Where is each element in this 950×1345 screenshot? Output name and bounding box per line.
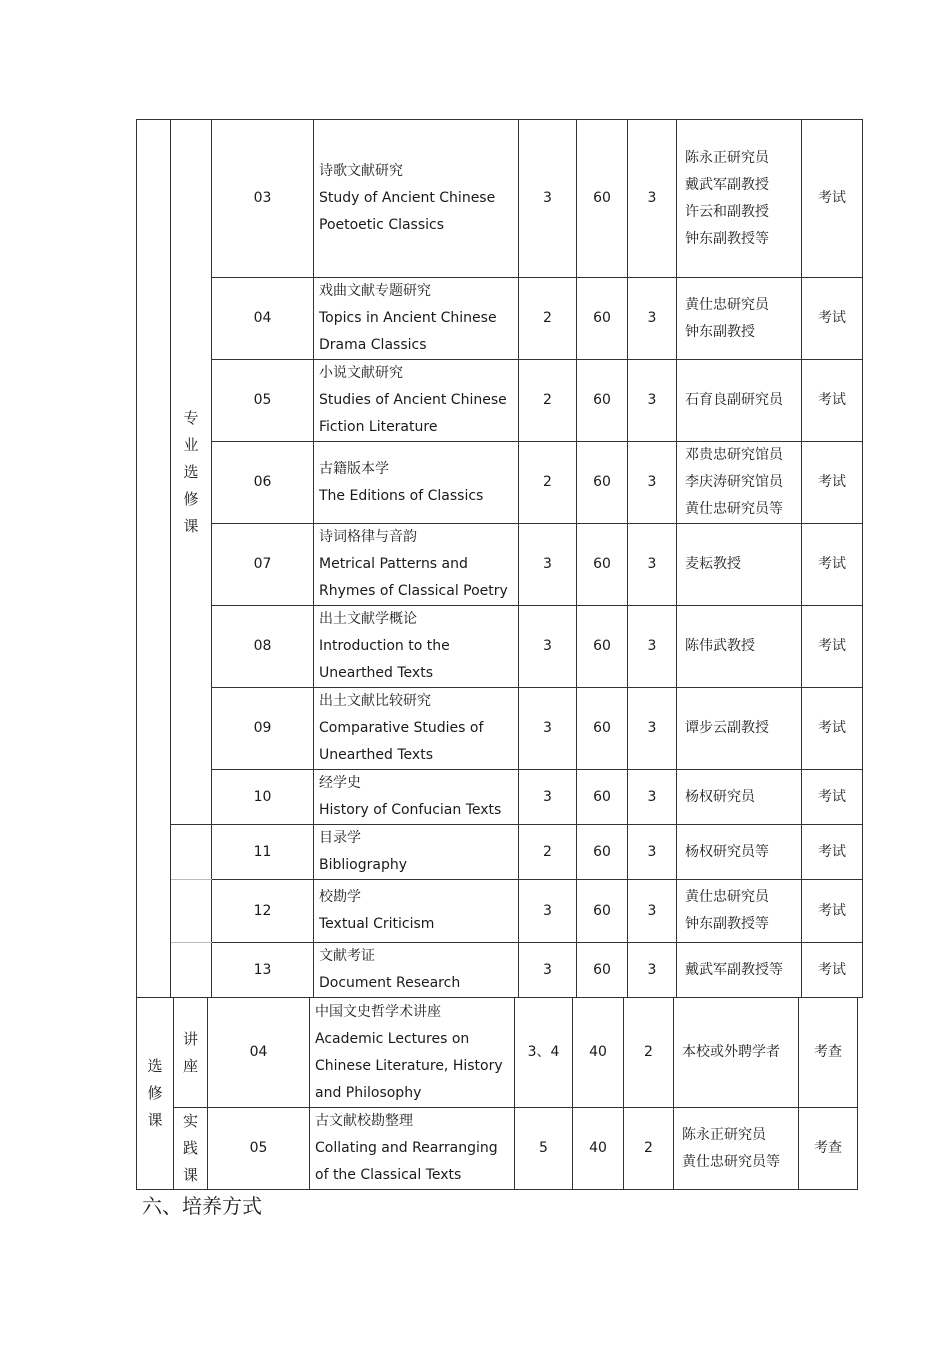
course-name-en: Textual Criticism bbox=[319, 916, 435, 932]
semester: 3 bbox=[519, 688, 577, 770]
teachers bbox=[677, 770, 802, 825]
credits: 3 bbox=[628, 524, 677, 606]
course-code: 13 bbox=[212, 943, 314, 998]
credits: 2 bbox=[624, 1108, 674, 1190]
course-name-en: Bibliography bbox=[319, 857, 407, 873]
credits: 3 bbox=[628, 120, 677, 278]
teacher-name: 许云和副教授 bbox=[685, 203, 769, 220]
teacher-name: 钟东副教授等 bbox=[685, 230, 769, 247]
course-name bbox=[314, 606, 519, 688]
course-name-cn: 出土文献比较研究 bbox=[319, 693, 431, 709]
semester: 3 bbox=[519, 943, 577, 998]
course-type: 讲 座 bbox=[174, 998, 208, 1108]
credits: 3 bbox=[628, 880, 677, 943]
course-code: 05 bbox=[212, 360, 314, 442]
course-code: 11 bbox=[212, 825, 314, 880]
outer-category-cell bbox=[137, 120, 171, 998]
course-name-cn: 诗歌文献研究 bbox=[319, 163, 403, 179]
assessment: 考试 bbox=[802, 770, 863, 825]
course-name bbox=[314, 524, 519, 606]
teacher-name: 陈永正研究员 bbox=[685, 149, 769, 166]
assessment: 考查 bbox=[799, 1108, 858, 1190]
course-name-en: Document Research bbox=[319, 975, 461, 991]
hours: 60 bbox=[577, 606, 628, 688]
assessment: 考试 bbox=[802, 943, 863, 998]
other-electives-table bbox=[136, 997, 858, 1190]
hours: 40 bbox=[573, 998, 624, 1108]
course-type: 实 践 课 bbox=[174, 1108, 208, 1190]
credits: 3 bbox=[628, 770, 677, 825]
teachers bbox=[677, 880, 802, 943]
section-heading: 六、培养方式 bbox=[142, 1194, 262, 1218]
semester: 3、4 bbox=[515, 998, 573, 1108]
course-name bbox=[310, 998, 515, 1108]
hours: 60 bbox=[577, 442, 628, 524]
course-name-cn: 文献考证 bbox=[319, 948, 375, 964]
teacher-name: 黄仕忠研究员等 bbox=[682, 1153, 780, 1170]
hours: 60 bbox=[577, 880, 628, 943]
hours: 60 bbox=[577, 825, 628, 880]
course-name-en: Poetoetic Classics bbox=[319, 217, 445, 233]
category-label: 选 修 课 bbox=[137, 998, 174, 1190]
teacher-name: 麦耘教授 bbox=[685, 556, 741, 572]
course-code: 05 bbox=[208, 1108, 310, 1190]
assessment: 考试 bbox=[802, 278, 863, 360]
table-row bbox=[137, 943, 863, 998]
semester: 3 bbox=[519, 606, 577, 688]
course-name-cn: 目录学 bbox=[319, 830, 361, 846]
teacher-name: 邓贵忠研究馆员 bbox=[685, 447, 783, 463]
hours: 60 bbox=[577, 943, 628, 998]
hours: 60 bbox=[577, 524, 628, 606]
teacher-name: 钟东副教授等 bbox=[685, 916, 769, 932]
credits: 3 bbox=[628, 360, 677, 442]
credits: 3 bbox=[628, 825, 677, 880]
course-code: 04 bbox=[208, 998, 310, 1108]
group-label: 专 业 选 修 课 bbox=[171, 120, 212, 825]
semester: 5 bbox=[515, 1108, 573, 1190]
teachers bbox=[677, 442, 802, 524]
table-row bbox=[137, 998, 858, 1108]
course-name-cn: 出土文献学概论 bbox=[319, 611, 417, 627]
course-name-en: Introduction to the bbox=[319, 638, 450, 654]
hours: 40 bbox=[573, 1108, 624, 1190]
course-name-en: Unearthed Texts bbox=[319, 665, 433, 681]
course-name-cn: 中国文史哲学术讲座 bbox=[315, 1003, 441, 1020]
course-name-en: Rhymes of Classical Poetry bbox=[319, 583, 508, 599]
teacher-name: 杨权研究员等 bbox=[685, 843, 769, 860]
course-name-en: Drama Classics bbox=[319, 337, 427, 353]
credits: 3 bbox=[628, 606, 677, 688]
teacher-name: 黄仕忠研究员等 bbox=[685, 501, 783, 517]
table-row bbox=[137, 442, 863, 524]
course-code: 03 bbox=[212, 120, 314, 278]
teachers bbox=[677, 524, 802, 606]
course-code: 06 bbox=[212, 442, 314, 524]
course-code: 04 bbox=[212, 278, 314, 360]
table-row bbox=[137, 606, 863, 688]
course-code: 10 bbox=[212, 770, 314, 825]
teachers bbox=[677, 278, 802, 360]
table-row bbox=[137, 1108, 858, 1190]
assessment: 考试 bbox=[802, 688, 863, 770]
course-name bbox=[314, 120, 519, 278]
assessment: 考试 bbox=[802, 524, 863, 606]
teacher-name: 陈伟武教授 bbox=[685, 638, 755, 654]
course-name-en: Fiction Literature bbox=[319, 419, 438, 435]
table-row bbox=[137, 360, 863, 442]
credits: 3 bbox=[628, 688, 677, 770]
credits: 3 bbox=[628, 943, 677, 998]
assessment: 考试 bbox=[802, 442, 863, 524]
semester: 2 bbox=[519, 825, 577, 880]
assessment: 考试 bbox=[802, 606, 863, 688]
teacher-name: 钟东副教授 bbox=[685, 323, 755, 340]
credits: 3 bbox=[628, 442, 677, 524]
semester: 3 bbox=[519, 880, 577, 943]
table-row bbox=[137, 278, 863, 360]
empty-group-cell bbox=[171, 943, 212, 998]
course-name-cn: 经学史 bbox=[319, 775, 361, 791]
course-name-en: Comparative Studies of bbox=[319, 720, 484, 736]
teachers bbox=[677, 688, 802, 770]
credits: 3 bbox=[628, 278, 677, 360]
teacher-name: 谭步云副教授 bbox=[685, 720, 769, 736]
table-row bbox=[137, 524, 863, 606]
semester: 3 bbox=[519, 120, 577, 278]
course-code: 09 bbox=[212, 688, 314, 770]
teachers bbox=[677, 943, 802, 998]
credits: 2 bbox=[624, 998, 674, 1108]
course-name bbox=[314, 360, 519, 442]
course-name-en: Studies of Ancient Chinese bbox=[319, 392, 507, 408]
teacher-name: 石育良副研究员 bbox=[685, 392, 783, 408]
elective-courses-table bbox=[136, 119, 863, 998]
course-name-cn: 诗词格律与音韵 bbox=[319, 529, 417, 545]
course-name-en: Study of Ancient Chinese bbox=[319, 190, 496, 206]
course-name-en: Topics in Ancient Chinese bbox=[319, 310, 497, 326]
empty-group-cell bbox=[171, 825, 212, 880]
teachers bbox=[677, 606, 802, 688]
course-name-en: of the Classical Texts bbox=[315, 1167, 462, 1183]
teacher-name: 戴武军副教授 bbox=[685, 176, 769, 193]
hours: 60 bbox=[577, 688, 628, 770]
table-row bbox=[137, 825, 863, 880]
teachers bbox=[677, 120, 802, 278]
semester: 2 bbox=[519, 278, 577, 360]
hours: 60 bbox=[577, 278, 628, 360]
course-name-en: Unearthed Texts bbox=[319, 747, 433, 763]
teacher-name: 李庆涛研究馆员 bbox=[685, 474, 783, 490]
assessment: 考试 bbox=[802, 120, 863, 278]
teachers bbox=[677, 825, 802, 880]
course-name bbox=[314, 825, 519, 880]
table-row bbox=[137, 880, 863, 943]
course-name-cn: 古籍版本学 bbox=[319, 460, 389, 477]
semester: 2 bbox=[519, 442, 577, 524]
empty-group-cell bbox=[171, 880, 212, 943]
hours: 60 bbox=[577, 770, 628, 825]
course-name-en: Collating and Rearranging bbox=[315, 1140, 498, 1156]
course-name bbox=[314, 442, 519, 524]
course-code: 08 bbox=[212, 606, 314, 688]
table-row bbox=[137, 770, 863, 825]
assessment: 考试 bbox=[802, 825, 863, 880]
teacher-name: 黄仕忠研究员 bbox=[685, 889, 769, 905]
course-name bbox=[310, 1108, 515, 1190]
course-code: 07 bbox=[212, 524, 314, 606]
semester: 2 bbox=[519, 360, 577, 442]
course-name bbox=[314, 688, 519, 770]
table-row bbox=[137, 688, 863, 770]
course-name bbox=[314, 880, 519, 943]
teacher-name: 陈永正研究员 bbox=[682, 1126, 766, 1143]
course-name bbox=[314, 770, 519, 825]
hours: 60 bbox=[577, 120, 628, 278]
course-name-en: Chinese Literature, History bbox=[315, 1057, 503, 1074]
teachers bbox=[677, 360, 802, 442]
course-code: 12 bbox=[212, 880, 314, 943]
teacher-name: 戴武军副教授等 bbox=[685, 961, 783, 978]
teachers bbox=[674, 1108, 799, 1190]
teacher-name: 本校或外聘学者 bbox=[682, 1044, 780, 1060]
assessment: 考试 bbox=[802, 880, 863, 943]
course-name-en: The Editions of Classics bbox=[319, 487, 484, 504]
teacher-name: 黄仕忠研究员 bbox=[685, 296, 769, 313]
assessment: 考查 bbox=[799, 998, 858, 1108]
course-name bbox=[314, 278, 519, 360]
course-name-cn: 戏曲文献专题研究 bbox=[319, 283, 431, 299]
semester: 3 bbox=[519, 770, 577, 825]
course-name-cn: 小说文献研究 bbox=[319, 365, 403, 381]
course-name-en: History of Confucian Texts bbox=[319, 802, 502, 818]
course-name bbox=[314, 943, 519, 998]
course-name-cn: 校勘学 bbox=[319, 889, 361, 905]
course-name-en: Academic Lectures on bbox=[315, 1030, 470, 1047]
teachers bbox=[674, 998, 799, 1108]
course-name-en: and Philosophy bbox=[315, 1084, 422, 1101]
assessment: 考试 bbox=[802, 360, 863, 442]
hours: 60 bbox=[577, 360, 628, 442]
table-row bbox=[137, 120, 863, 278]
course-name-en: Metrical Patterns and bbox=[319, 556, 468, 572]
course-name-cn: 古文献校勘整理 bbox=[315, 1113, 413, 1129]
semester: 3 bbox=[519, 524, 577, 606]
teacher-name: 杨权研究员 bbox=[685, 788, 755, 805]
